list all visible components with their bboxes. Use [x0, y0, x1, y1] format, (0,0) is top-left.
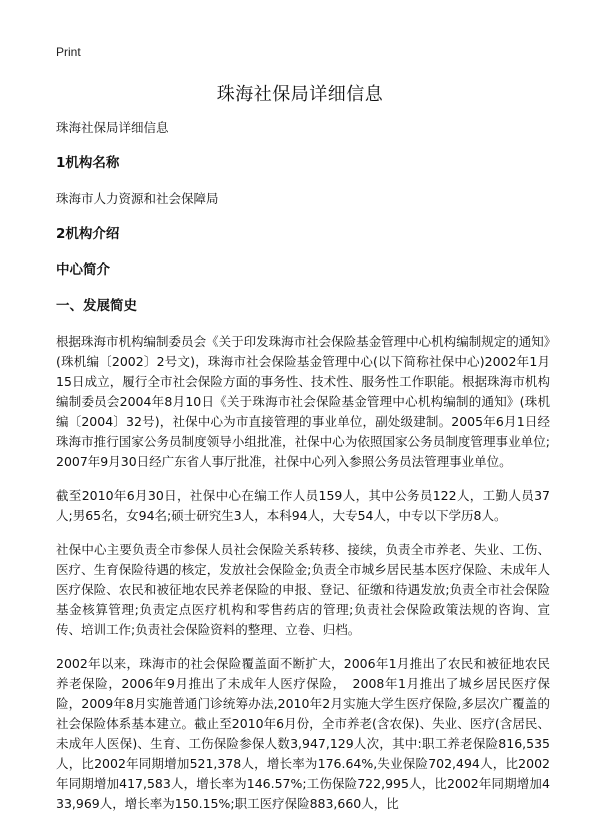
section-heading-org-intro: 2机构介绍	[56, 226, 120, 242]
history-heading: 一、发展简史	[56, 298, 137, 314]
print-link[interactable]: Print	[56, 45, 81, 59]
document-subtitle: 珠海社保局详细信息	[56, 120, 169, 135]
page-title: 珠海社保局详细信息	[216, 84, 384, 105]
document-content	[56, 118, 550, 814]
organization-name: 珠海市人力资源和社会保障局	[56, 191, 219, 206]
section-heading-org-name: 1机构名称	[56, 155, 120, 171]
paragraph-history: 根据珠海市机构编制委员会《关于印发珠海市社会保险基金管理中心机构编制规定的通知》(珠机编〔2002〕2号文)，珠海市社会保险基金管理中心(以下简称社保中心)2002年1月15日成立，履行全市社会保险方面的事务性、技术性、服务性工作职能。根据珠海市机构编制委员会2004年8月10日《关于珠海市社会保险基金管理中心机构编制的通知》(珠机编〔2004〕32号)，社保中心为市直接管理的事业单位，副处级建制。2005年6月1日经珠海市推行国家公务员制度领导小组批准，社保中心为依照国家公务员制度管理事业单位;2007年9月30日经广东省人事厅批准，社保中心列入参照公务员法管理事业单位。	[56, 334, 550, 469]
paragraph-staff: 截至2010年6月30日，社保中心在编工作人员159人，其中公务员122人，工勤人员37人;男65名，女94名;硕士研究生3人，本科94人，大专54人，中专以下学历8人。	[56, 488, 550, 523]
paragraph-coverage: 2002年以来，珠海市的社会保险覆盖面不断扩大，2006年1月推出了农民和被征地农民养老保险，2006年9月推出了未成年人医疗保险， 2008年1月推出了城乡居民医疗保险，2009年8月实施普通门诊统筹办法,2010年2月实施大学生医疗保险,多层次广覆盖的社会保险体系基本建立。截止至2010年6月份，全市养老(含农保)、失业、医疗(含居民、未成年人医保)、生育、工伤保险参保人数3,947,129人次，其中:职工养老保险816,535人，比2002年同期增加521,378人，增长率为176.64%,失业保险702,494人，比2002年同期增加417,583人，增长率为146.57%;工伤保险722,995人，比2002年同期增加433,969人，增长率为150.15%;职工医疗保险883,660人，比	[56, 656, 550, 811]
center-intro-heading: 中心简介	[56, 262, 110, 278]
paragraph-responsibilities: 社保中心主要负责全市参保人员社会保险关系转移、接续，负责全市养老、失业、工伤、医疗、生育保险待遇的核定，发放社会保险金;负责全市城乡居民基本医疗保险、未成年人医疗保险、农民和被征地农民养老保险的申报、登记、征缴和待遇发放;负责全市社会保险基金核算管理;负责定点医疗机构和零售药店的管理;负责社会保险政策法规的咨询、宣传、培训工作;负责社会保险资料的整理、立卷、归档。	[56, 542, 550, 637]
